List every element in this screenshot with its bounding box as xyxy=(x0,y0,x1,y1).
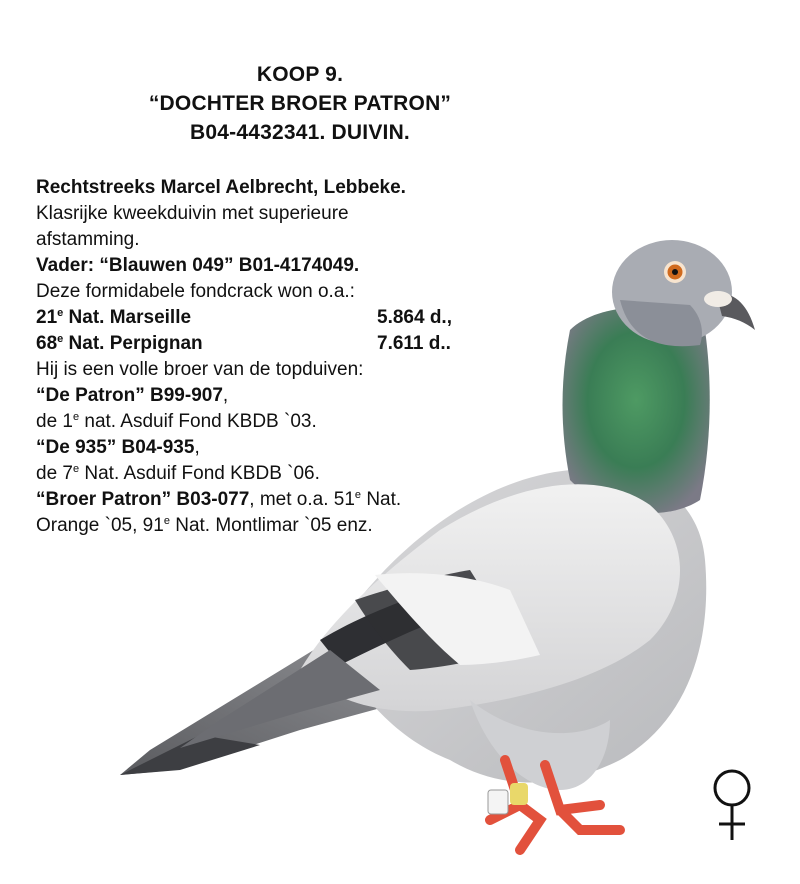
sibling-3-line-2: Orange `05, 91e Nat. Montlimar `05 enz. xyxy=(36,515,373,536)
sibling-1-result: de 1e nat. Asduif Fond KBDB `03. xyxy=(36,411,317,432)
leg-ring xyxy=(510,783,528,805)
sibling-2-name: “De 935” B04-935 xyxy=(36,437,195,458)
result-distance: 7.611 d.. xyxy=(377,333,451,354)
lot-ring-number: B04-4432341. DUIVIN. xyxy=(190,121,410,144)
father-line: Vader: “Blauwen 049” B01-4174049. xyxy=(36,255,360,276)
result-row xyxy=(36,331,536,357)
result-position: 68 xyxy=(36,333,58,354)
result-race: Nat. Marseille xyxy=(63,307,192,328)
result-race: Nat. Perpignan xyxy=(63,333,203,354)
sibling-1-name-line: “De Patron” B99-907, xyxy=(36,385,229,406)
female-symbol-icon xyxy=(702,764,762,844)
desc-line-2: afstamming. xyxy=(36,229,140,250)
sibling-1-name: “De Patron” B99-907 xyxy=(36,385,223,406)
result-position: 21 xyxy=(36,307,58,328)
origin-line: Rechtstreeks Marcel Aelbrecht, Lebbeke. xyxy=(36,177,406,198)
won-intro-line: Deze formidabele fondcrack won o.a.: xyxy=(36,281,355,302)
sibling-3-line: “Broer Patron” B03-077, met o.a. 51e Nat. xyxy=(36,489,402,510)
result-distance: 5.864 d., xyxy=(377,307,452,328)
sibling-3-name: “Broer Patron” B03-077 xyxy=(36,489,250,510)
sibling-2-result: de 7e Nat. Asduif Fond KBDB `06. xyxy=(36,463,320,484)
desc-line-1: Klasrijke kweekduivin met superieure xyxy=(36,203,349,224)
result-suffix: e xyxy=(57,307,64,319)
lot-title: “DOCHTER BROER PATRON” xyxy=(148,92,452,115)
result-suffix: e xyxy=(57,333,64,345)
lot-description xyxy=(36,175,536,539)
lot-header xyxy=(0,60,600,147)
result-row xyxy=(36,305,536,331)
lot-number: KOOP 9. xyxy=(256,63,344,86)
brother-intro-line: Hij is een volle broer van de topduiven: xyxy=(36,359,364,380)
sibling-2-name-line: “De 935” B04-935, xyxy=(36,437,200,458)
